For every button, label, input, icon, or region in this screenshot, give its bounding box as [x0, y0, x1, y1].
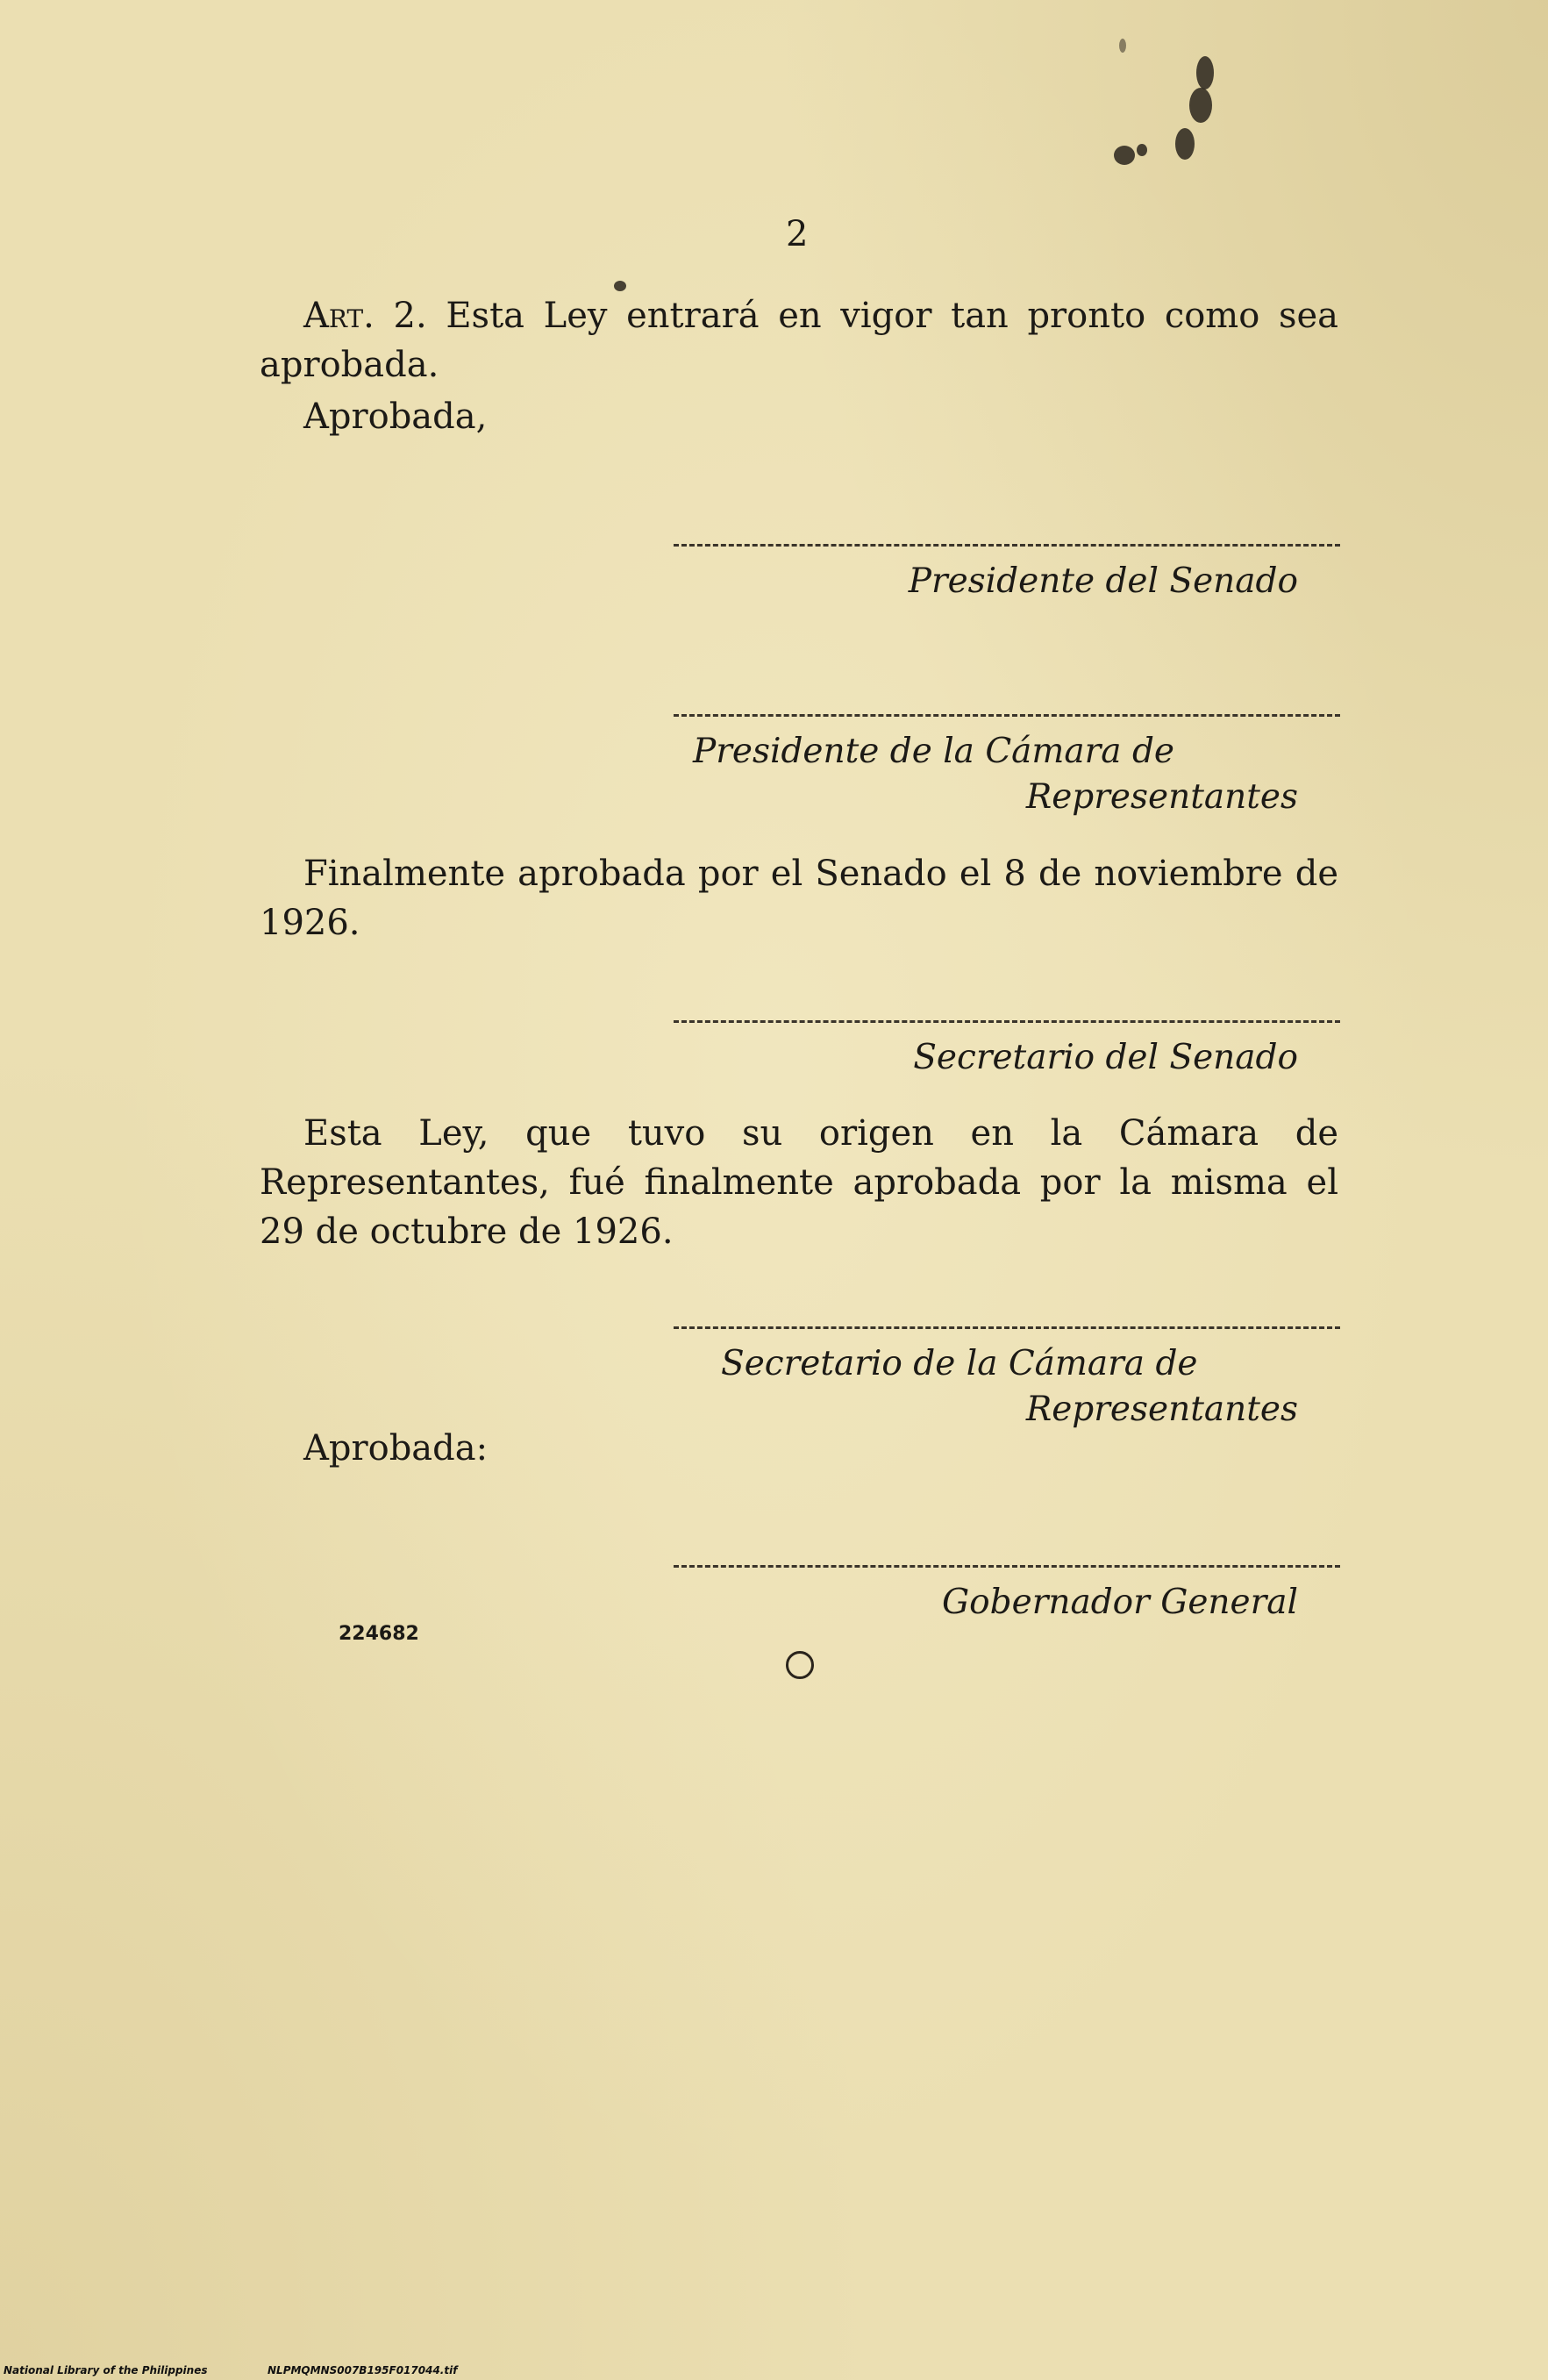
footer-file: NLPMQMNS007B195F017044.tif: [268, 2364, 458, 2376]
signature-line: [674, 1020, 1340, 1023]
signature-title-line1: Secretario de la Cámara de: [721, 1344, 1198, 1383]
signature-title-line2: Representantes: [1025, 1390, 1298, 1429]
ink-stain: [614, 281, 626, 291]
page-number: 2: [786, 214, 809, 254]
ink-stain: [1114, 146, 1135, 165]
ink-stain: [1189, 88, 1212, 123]
signature-title: Gobernador General: [942, 1583, 1298, 1622]
ink-stain: [1119, 39, 1126, 53]
signature-line: [674, 1565, 1340, 1568]
signature-senate-president: [674, 544, 1340, 604]
circle-mark: [786, 1651, 814, 1679]
ink-stain: [1137, 144, 1147, 156]
signature-house-secretary: [674, 1326, 1340, 1433]
senate-approval-paragraph: Finalmente aprobada por el Senado el 8 de noviembre de 1926.: [260, 854, 1338, 943]
approved-label-1: Aprobada,: [303, 397, 488, 437]
signature-house-president: [674, 714, 1340, 820]
signature-title-line1: Presidente de la Cámara de: [693, 732, 1174, 771]
print-number: 224682: [339, 1623, 419, 1645]
signature-line: [674, 1326, 1340, 1329]
article-text: 2. Esta Ley entrará en vigor tan pronto como sea aprobada.: [260, 296, 1339, 385]
signature-senate-secretary: [674, 1020, 1340, 1081]
signature-title: Secretario del Senado: [913, 1038, 1298, 1077]
approved-label-2: Aprobada:: [303, 1428, 489, 1469]
signature-title: Presidente del Senado: [908, 561, 1298, 601]
ink-stain: [1196, 56, 1214, 89]
signature-governor: [674, 1565, 1340, 1626]
signature-line: [674, 714, 1340, 717]
scan-footer: [0, 2361, 1548, 2380]
article-label: Art.: [303, 296, 375, 336]
ink-stain: [1175, 128, 1195, 160]
footer-library: National Library of the Philippines: [4, 2364, 208, 2376]
signature-title: [674, 1341, 1298, 1433]
signature-title-line2: Representantes: [1025, 777, 1298, 817]
house-origin-paragraph: Esta Ley, que tuvo su origen en la Cámara de Representantes, fué finalmente aprobada por la misma el 29 de octubre de 1926.: [260, 1113, 1338, 1252]
article-paragraph: [260, 291, 1338, 390]
signature-title: [674, 729, 1298, 820]
signature-line: [674, 544, 1340, 547]
